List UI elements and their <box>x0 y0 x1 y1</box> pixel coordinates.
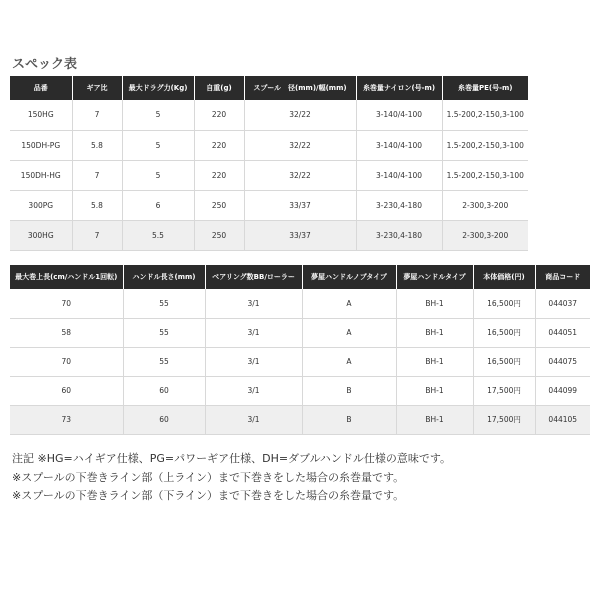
cell-handle-type: BH-1 <box>396 347 473 376</box>
table-row <box>10 318 590 347</box>
cell-max-retrieve: 70 <box>10 347 123 376</box>
cell-model: 150DH-PG <box>10 130 72 160</box>
cell-bearings: 3/1 <box>205 376 302 405</box>
cell-spool-size: 32/22 <box>244 160 356 190</box>
header-weight: 自重(g) <box>194 76 244 100</box>
cell-knob-type: A <box>302 289 396 318</box>
cell-pe-capacity: 2-300,3-200 <box>442 220 528 250</box>
cell-handle-length: 60 <box>123 405 205 434</box>
header-max-retrieve: 最大巻上長(cm/ハンドル1回転) <box>10 265 123 289</box>
cell-pe-capacity: 2-300,3-200 <box>442 190 528 220</box>
spec-table-basic <box>10 76 528 251</box>
cell-weight: 250 <box>194 190 244 220</box>
cell-model: 300PG <box>10 190 72 220</box>
cell-handle-length: 55 <box>123 318 205 347</box>
cell-handle-type: BH-1 <box>396 289 473 318</box>
cell-max-retrieve: 60 <box>10 376 123 405</box>
cell-pe-capacity: 1.5-200,2-150,3-100 <box>442 100 528 130</box>
cell-handle-type: BH-1 <box>396 376 473 405</box>
cell-spool-size: 33/37 <box>244 190 356 220</box>
header-price: 本体価格(円) <box>473 265 535 289</box>
spec-table-title: スペック表 <box>12 57 78 72</box>
cell-max-retrieve: 73 <box>10 405 123 434</box>
header-model: 品番 <box>10 76 72 100</box>
cell-model: 150HG <box>10 100 72 130</box>
header-knob-type: 夢屋ハンドルノブタイプ <box>302 265 396 289</box>
table-row <box>10 130 528 160</box>
header-nylon-capacity: 糸巻量ナイロン(号-m) <box>356 76 442 100</box>
cell-spool-size: 33/37 <box>244 220 356 250</box>
notes-section <box>12 450 451 506</box>
cell-price: 16,500円 <box>473 347 535 376</box>
cell-nylon-capacity: 3-140/4-100 <box>356 130 442 160</box>
cell-nylon-capacity: 3-230,4-180 <box>356 190 442 220</box>
cell-knob-type: B <box>302 376 396 405</box>
header-gear-ratio: ギア比 <box>72 76 122 100</box>
table-header-row <box>10 76 528 100</box>
note-abbreviations: 注記 ※HG=ハイギア仕様、PG=パワーギア仕様、DH=ダブルハンドル仕様の意味です。 <box>12 452 451 465</box>
cell-max-retrieve: 58 <box>10 318 123 347</box>
header-bearings: ベアリング数BB/ローラー <box>205 265 302 289</box>
cell-max-drag: 5 <box>122 160 194 190</box>
cell-knob-type: B <box>302 405 396 434</box>
cell-pe-capacity: 1.5-200,2-150,3-100 <box>442 160 528 190</box>
cell-weight: 220 <box>194 130 244 160</box>
cell-product-code: 044105 <box>535 405 590 434</box>
table-row <box>10 100 528 130</box>
cell-model: 150DH-HG <box>10 160 72 190</box>
cell-product-code: 044075 <box>535 347 590 376</box>
cell-max-retrieve: 70 <box>10 289 123 318</box>
cell-knob-type: A <box>302 318 396 347</box>
cell-price: 16,500円 <box>473 318 535 347</box>
cell-handle-length: 55 <box>123 289 205 318</box>
cell-gear-ratio: 5.8 <box>72 190 122 220</box>
cell-gear-ratio: 5.8 <box>72 130 122 160</box>
table-row <box>10 289 590 318</box>
table-header-row <box>10 265 590 289</box>
table-row <box>10 376 590 405</box>
cell-gear-ratio: 7 <box>72 100 122 130</box>
cell-gear-ratio: 7 <box>72 220 122 250</box>
cell-spool-size: 32/22 <box>244 130 356 160</box>
cell-max-drag: 5 <box>122 100 194 130</box>
cell-weight: 220 <box>194 100 244 130</box>
note-lower-line: ※スプールの下巻きライン部（下ライン）まで下巻きをした場合の糸巻量です。 <box>12 489 405 502</box>
cell-weight: 250 <box>194 220 244 250</box>
cell-bearings: 3/1 <box>205 347 302 376</box>
cell-max-drag: 5.5 <box>122 220 194 250</box>
header-handle-length: ハンドル長さ(mm) <box>123 265 205 289</box>
cell-handle-type: BH-1 <box>396 405 473 434</box>
cell-max-drag: 6 <box>122 190 194 220</box>
spec-table-details <box>10 265 590 435</box>
cell-bearings: 3/1 <box>205 405 302 434</box>
cell-price: 17,500円 <box>473 405 535 434</box>
cell-product-code: 044037 <box>535 289 590 318</box>
cell-handle-type: BH-1 <box>396 318 473 347</box>
table-row <box>10 405 590 434</box>
cell-nylon-capacity: 3-140/4-100 <box>356 100 442 130</box>
table-row <box>10 220 528 250</box>
cell-product-code: 044051 <box>535 318 590 347</box>
cell-gear-ratio: 7 <box>72 160 122 190</box>
cell-price: 17,500円 <box>473 376 535 405</box>
cell-nylon-capacity: 3-140/4-100 <box>356 160 442 190</box>
table-row <box>10 347 590 376</box>
cell-handle-length: 60 <box>123 376 205 405</box>
header-pe-capacity: 糸巻量PE(号-m) <box>442 76 528 100</box>
header-product-code: 商品コード <box>535 265 590 289</box>
header-max-drag: 最大ドラグ力(Kg) <box>122 76 194 100</box>
cell-knob-type: A <box>302 347 396 376</box>
table-row <box>10 190 528 220</box>
table-row <box>10 160 528 190</box>
cell-bearings: 3/1 <box>205 318 302 347</box>
cell-pe-capacity: 1.5-200,2-150,3-100 <box>442 130 528 160</box>
header-spool-size: スプール 径(mm)/幅(mm) <box>244 76 356 100</box>
cell-spool-size: 32/22 <box>244 100 356 130</box>
cell-product-code: 044099 <box>535 376 590 405</box>
cell-max-drag: 5 <box>122 130 194 160</box>
cell-price: 16,500円 <box>473 289 535 318</box>
note-upper-line: ※スプールの下巻きライン部（上ライン）まで下巻きをした場合の糸巻量です。 <box>12 470 405 484</box>
cell-model: 300HG <box>10 220 72 250</box>
cell-weight: 220 <box>194 160 244 190</box>
header-handle-type: 夢屋ハンドルタイプ <box>396 265 473 289</box>
cell-bearings: 3/1 <box>205 289 302 318</box>
cell-nylon-capacity: 3-230,4-180 <box>356 220 442 250</box>
cell-handle-length: 55 <box>123 347 205 376</box>
